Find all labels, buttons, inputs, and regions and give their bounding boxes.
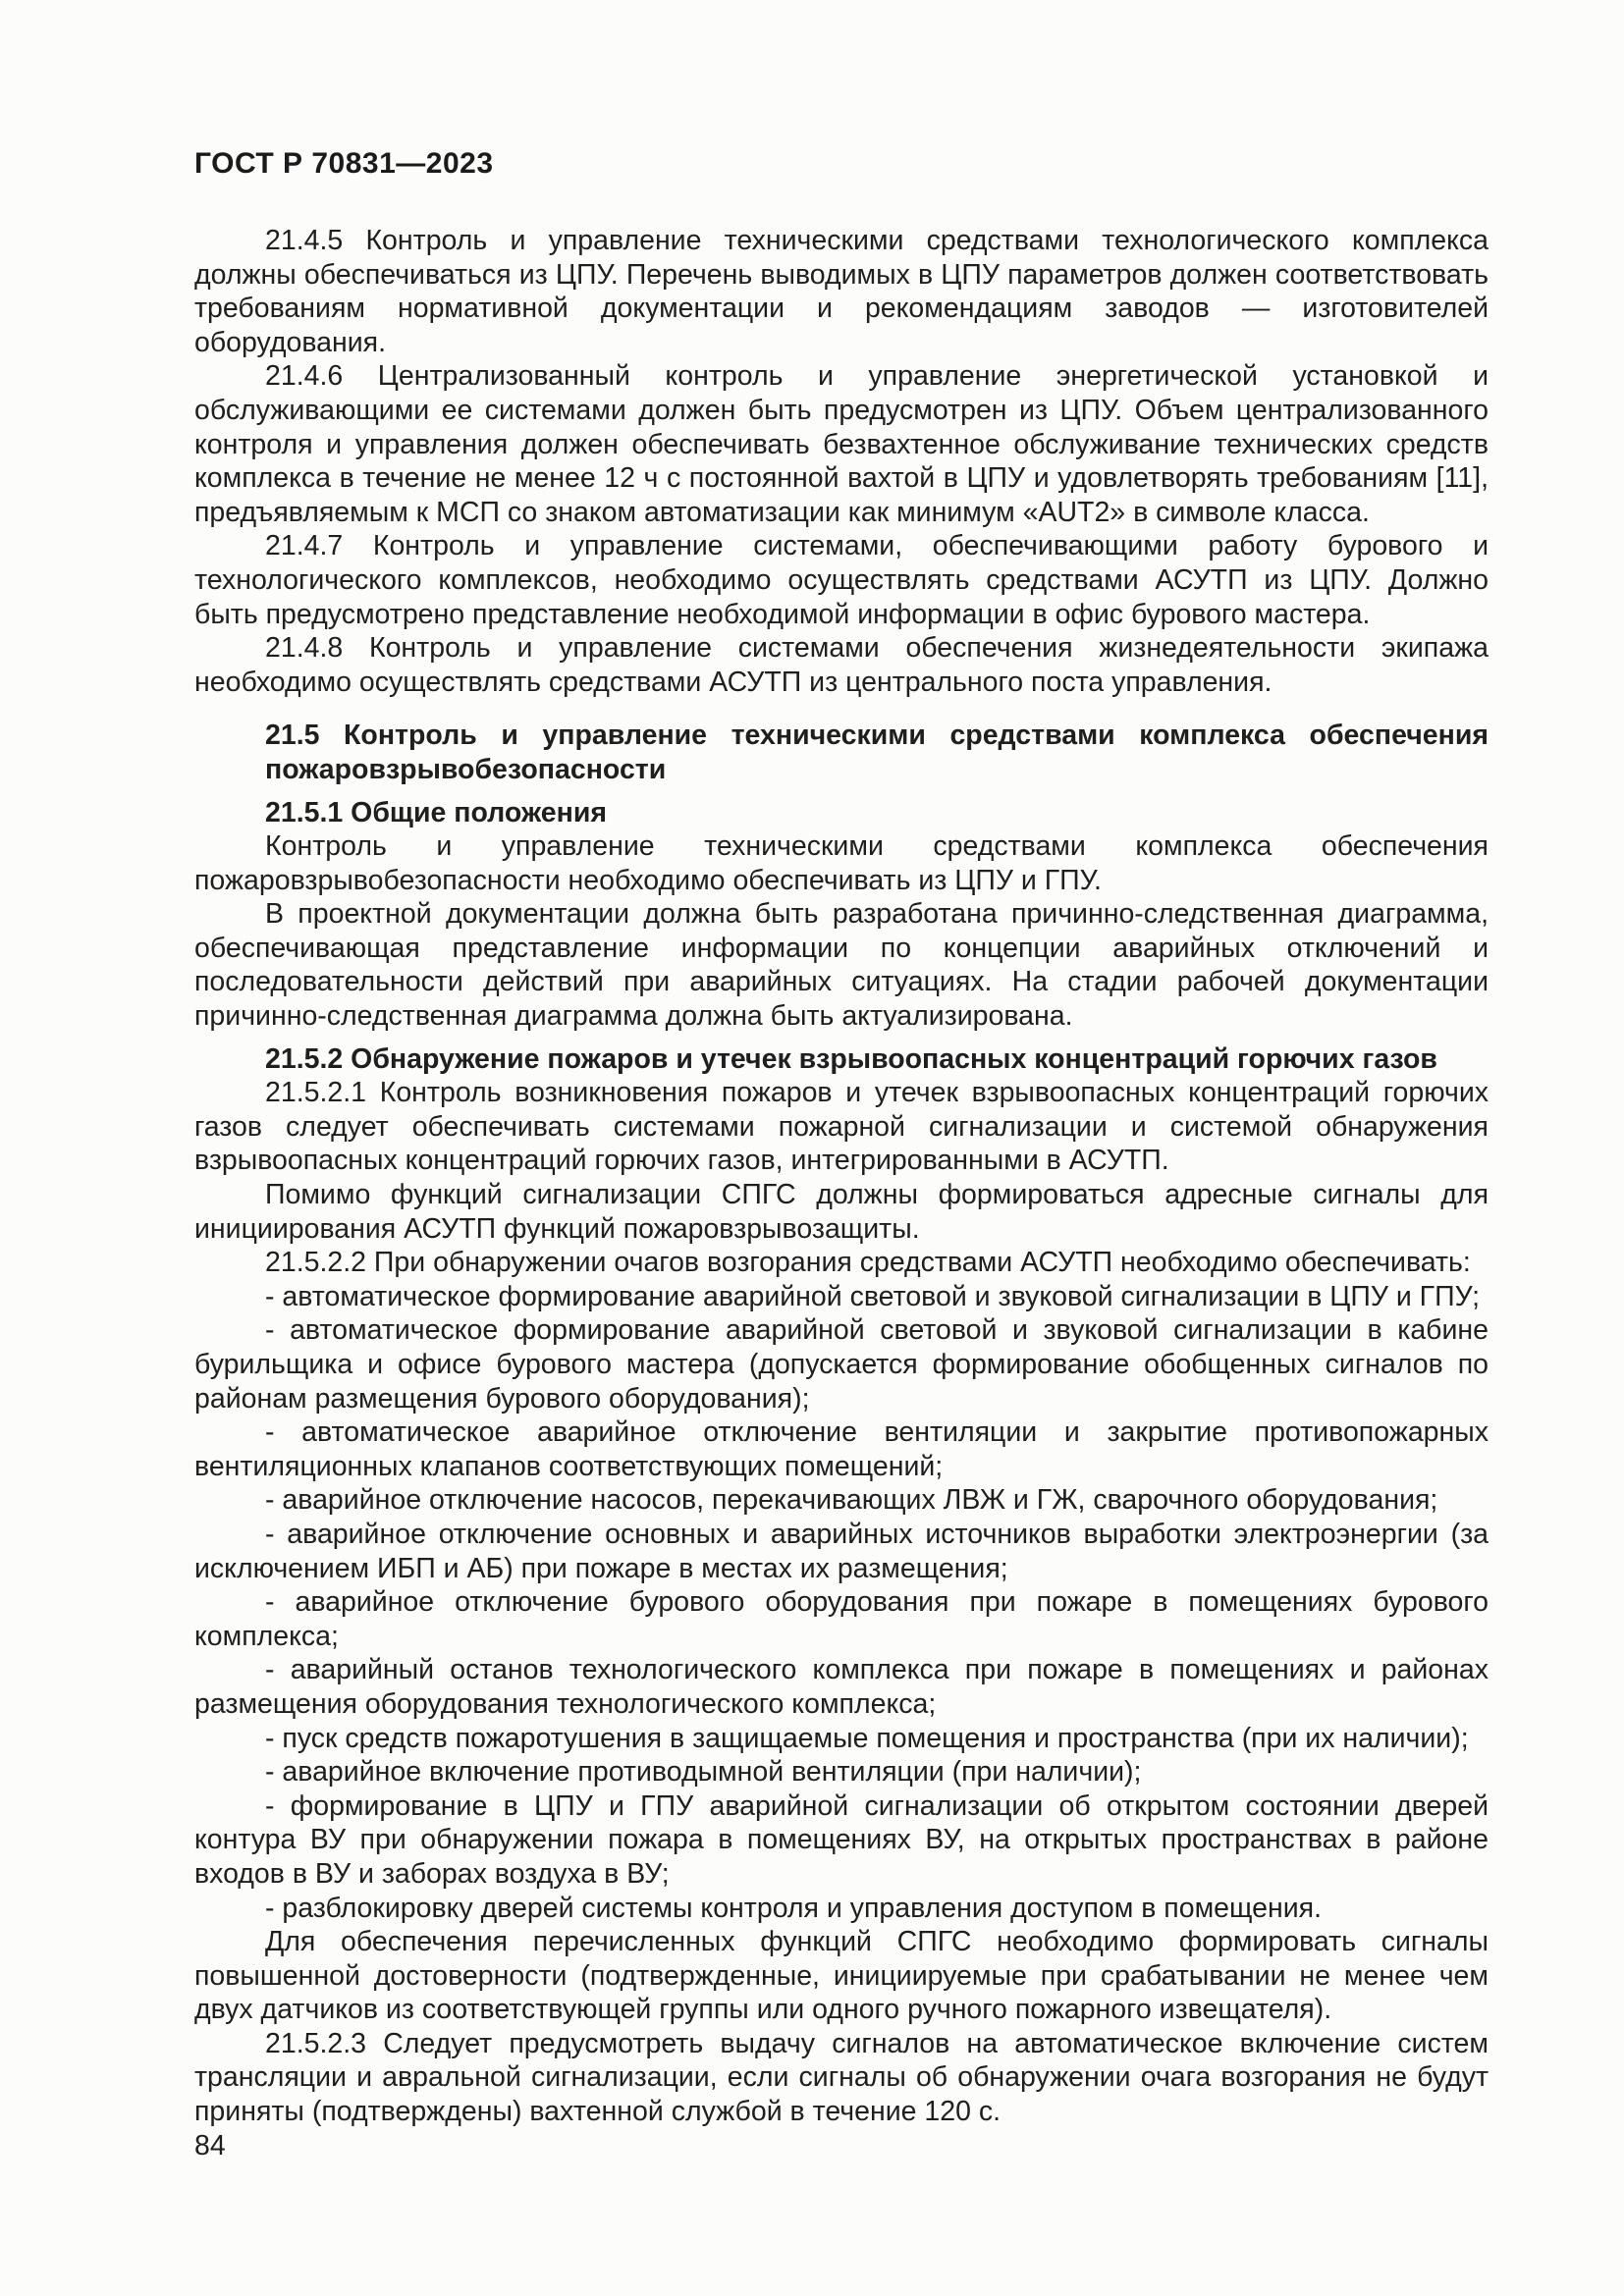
section-heading: 21.5 Контроль и управление техническими средствами комплекса обеспечения пожаровзрывобезопасности [265,720,1489,785]
list-item: - разблокировку дверей системы контроля и управления доступом в помещения. [265,1892,1323,1924]
paragraph: Контроль и управление техническими средствами комплекса обеспечения пожаровзрывобезопасности необходимо обеспечивать из ЦПУ и ГПУ. [194,830,1489,896]
list-item: - автоматическое формирование аварийной световой и звуковой сигнализации в кабине бурильщика и офисе бурового мастера (допускается формирование обобщенных сигналов по районам размещения бурового оборудования); [194,1314,1489,1415]
paragraph: 21.4.7 Контроль и управление системами, обеспечивающими работу бурового и технологического комплексов, необходимо осуществлять средствами АСУТП из ЦПУ. Должно быть предусмотрено представление необходимой информации в офис бурового мастера. [194,530,1489,630]
paragraph: 21.4.6 Централизованный контроль и управление энергетической установкой и обслуживающими ее системами должен быть предусмотрен из ЦПУ. Объем централизованного контроля и управления должен обеспечивать безвахтенное обслуживание технических средств комплекса в течение не менее 12 ч с постоянной вахтой в ЦПУ и удовлетворять требованиям [11], предъявляемым к МСП со знаком автоматизации как минимум «AUT2» в символе класса. [194,360,1489,528]
subsection-heading: 21.5.2 Обнаружение пожаров и утечек взрывоопасных концентраций горючих газов [265,1042,1437,1075]
list-item: - аварийное включение противодымной вентиляции (при наличии); [265,1756,1142,1789]
list-item: - автоматическое аварийное отключение вентиляции и закрытие противопожарных вентиляционных клапанов соответствующих помещений; [194,1416,1489,1482]
list-item: - формирование в ЦПУ и ГПУ аварийной сигнализации об открытом состоянии дверей контура ВУ при обнаружении пожара в помещениях ВУ, на открытых пространствах в районе входов в ВУ и заборах воздуха в ВУ; [194,1789,1489,1890]
paragraph: 21.5.2.3 Следует предусмотреть выдачу сигналов на автоматическое включение систем трансляции и авральной сигнализации, если сигналы об обнаружении очага возгорания не будут приняты (подтверждены) вахтенной службой в течение 120 с. [194,2027,1489,2128]
paragraph: В проектной документации должна быть разработана причинно-следственная диаграмма, обеспечивающая представление информации по концепции аварийных отключений и последовательности действий при аварийных ситуациях. На стадии рабочей документации причинно-следственная диаграмма должна быть актуализирована. [194,898,1489,1033]
page-number: 84 [194,2129,226,2162]
list-item: - аварийное отключение основных и аварийных источников выработки электроэнергии (за исключением ИБП и АБ) при пожаре в местах их размещения; [194,1518,1489,1584]
subsection-heading: 21.5.1 Общие положения [265,796,607,828]
paragraph: Для обеспечения перечисленных функций СПГС необходимо формировать сигналы повышенной достоверности (подтвержденные, инициируемые при срабатывании не менее чем двух датчиков из соответствующей группы или одного ручного пожарного извещателя). [194,1926,1489,2026]
standard-code-header: ГОСТ Р 70831—2023 [194,147,494,180]
paragraph: Помимо функций сигнализации СПГС должны формироваться адресные сигналы для инициирования АСУТП функций пожаровзрывозащиты. [194,1179,1489,1245]
paragraph: 21.5.2.1 Контроль возникновения пожаров и утечек взрывоопасных концентраций горючих газов следует обеспечивать системами пожарной сигнализации и системой обнаружения взрывоопасных концентраций горючих газов, интегрированными в АСУТП. [194,1077,1489,1177]
list-item: - аварийное отключение насосов, перекачивающих ЛВЖ и ГЖ, сварочного оборудования; [265,1484,1438,1517]
paragraph: 21.4.8 Контроль и управление системами обеспечения жизнедеятельности экипажа необходимо осуществлять средствами АСУТП из центрального поста управления. [194,632,1489,698]
paragraph: 21.4.5 Контроль и управление техническими средствами технологического комплекса должны обеспечиваться из ЦПУ. Перечень выводимых в ЦПУ параметров должен соответствовать требованиям нормативной документации и рекомендациям заводов — изготовителей оборудования. [194,225,1489,358]
paragraph: 21.5.2.2 При обнаружении очагов возгорания средствами АСУТП необходимо обеспечивать: [265,1247,1471,1279]
list-item: - аварийное отключение бурового оборудования при пожаре в помещениях бурового комплекса; [194,1586,1489,1652]
list-item: - пуск средств пожаротушения в защищаемые помещения и пространства (при их наличии); [265,1722,1469,1754]
list-item: - автоматическое формирование аварийной световой и звуковой сигнализации в ЦПУ и ГПУ; [265,1280,1480,1312]
list-item: - аварийный останов технологического комплекса при пожаре в помещениях и районах размещения оборудования технологического комплекса; [194,1654,1489,1720]
document-content [194,224,1489,2163]
